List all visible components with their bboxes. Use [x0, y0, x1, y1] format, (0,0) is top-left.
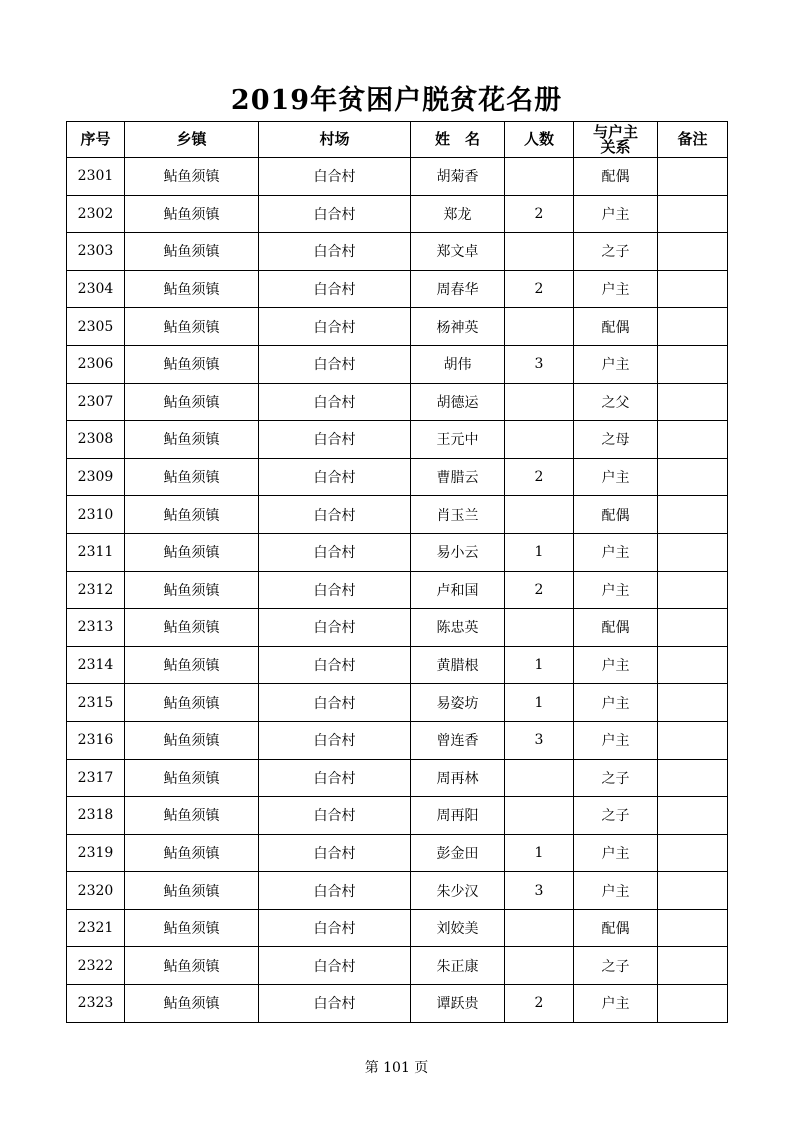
cell-seq: 2310 [67, 496, 125, 534]
cell-village: 白合村 [259, 759, 411, 797]
cell-name: 朱少汉 [411, 872, 505, 910]
table-row [67, 872, 728, 910]
table-row [67, 609, 728, 647]
cell-note [658, 759, 728, 797]
cell-note [658, 571, 728, 609]
cell-seq: 2320 [67, 872, 125, 910]
table-row [67, 158, 728, 196]
cell-village: 白合村 [259, 233, 411, 271]
cell-count: 1 [505, 533, 574, 571]
cell-note [658, 158, 728, 196]
header-relation-line1: 与户主 [592, 122, 638, 141]
cell-name: 曾连香 [411, 721, 505, 759]
table-row [67, 383, 728, 421]
cell-town: 鲇鱼须镇 [125, 383, 259, 421]
cell-relation: 之母 [574, 421, 658, 459]
table-row [67, 646, 728, 684]
header-seq: 序号 [67, 122, 125, 158]
cell-relation: 配偶 [574, 496, 658, 534]
roster-table [66, 121, 728, 1023]
cell-seq: 2304 [67, 270, 125, 308]
cell-relation: 户主 [574, 872, 658, 910]
cell-town: 鲇鱼须镇 [125, 270, 259, 308]
header-town: 乡镇 [125, 122, 259, 158]
cell-town: 鲇鱼须镇 [125, 947, 259, 985]
cell-seq: 2305 [67, 308, 125, 346]
cell-village: 白合村 [259, 609, 411, 647]
cell-name: 郑文卓 [411, 233, 505, 271]
table-row [67, 834, 728, 872]
cell-name: 曹腊云 [411, 458, 505, 496]
table-row [67, 985, 728, 1023]
header-name: 姓 名 [411, 122, 505, 158]
cell-name: 谭跃贵 [411, 985, 505, 1023]
cell-seq: 2311 [67, 533, 125, 571]
table-row [67, 496, 728, 534]
cell-count: 1 [505, 646, 574, 684]
cell-relation: 户主 [574, 195, 658, 233]
cell-village: 白合村 [259, 721, 411, 759]
table-row [67, 233, 728, 271]
cell-name: 卢和国 [411, 571, 505, 609]
cell-village: 白合村 [259, 872, 411, 910]
cell-note [658, 721, 728, 759]
table-row [67, 947, 728, 985]
cell-town: 鲇鱼须镇 [125, 233, 259, 271]
cell-seq: 2323 [67, 985, 125, 1023]
cell-village: 白合村 [259, 308, 411, 346]
cell-count [505, 233, 574, 271]
cell-relation: 户主 [574, 345, 658, 383]
cell-relation: 之子 [574, 797, 658, 835]
cell-town: 鲇鱼须镇 [125, 421, 259, 459]
cell-town: 鲇鱼须镇 [125, 533, 259, 571]
cell-count [505, 421, 574, 459]
cell-seq: 2301 [67, 158, 125, 196]
cell-count: 3 [505, 872, 574, 910]
table-row [67, 684, 728, 722]
header-relation-line2: 关系 [600, 137, 631, 156]
cell-village: 白合村 [259, 383, 411, 421]
cell-village: 白合村 [259, 533, 411, 571]
cell-seq: 2317 [67, 759, 125, 797]
cell-relation: 户主 [574, 270, 658, 308]
cell-name: 胡菊香 [411, 158, 505, 196]
cell-relation: 之父 [574, 383, 658, 421]
table-row [67, 909, 728, 947]
cell-seq: 2309 [67, 458, 125, 496]
cell-town: 鲇鱼须镇 [125, 496, 259, 534]
cell-village: 白合村 [259, 421, 411, 459]
cell-name: 周再林 [411, 759, 505, 797]
table-row [67, 759, 728, 797]
header-village: 村场 [259, 122, 411, 158]
table-row [67, 195, 728, 233]
table-row [67, 797, 728, 835]
cell-relation: 户主 [574, 571, 658, 609]
cell-name: 黄腊根 [411, 646, 505, 684]
table-row [67, 345, 728, 383]
cell-relation: 之子 [574, 233, 658, 271]
cell-relation: 配偶 [574, 609, 658, 647]
cell-town: 鲇鱼须镇 [125, 759, 259, 797]
header-relation [574, 122, 658, 158]
cell-note [658, 684, 728, 722]
cell-count: 2 [505, 270, 574, 308]
cell-town: 鲇鱼须镇 [125, 684, 259, 722]
cell-note [658, 421, 728, 459]
cell-village: 白合村 [259, 797, 411, 835]
table-row [67, 458, 728, 496]
cell-village: 白合村 [259, 985, 411, 1023]
cell-relation: 户主 [574, 834, 658, 872]
cell-count [505, 797, 574, 835]
cell-note [658, 533, 728, 571]
cell-count [505, 947, 574, 985]
cell-seq: 2303 [67, 233, 125, 271]
cell-relation: 户主 [574, 985, 658, 1023]
header-note: 备注 [658, 122, 728, 158]
table-row [67, 421, 728, 459]
cell-note [658, 458, 728, 496]
cell-town: 鲇鱼须镇 [125, 458, 259, 496]
header-row [67, 122, 728, 158]
cell-name: 易小云 [411, 533, 505, 571]
cell-village: 白合村 [259, 947, 411, 985]
cell-seq: 2308 [67, 421, 125, 459]
cell-count [505, 609, 574, 647]
table-row [67, 308, 728, 346]
cell-village: 白合村 [259, 571, 411, 609]
cell-seq: 2321 [67, 909, 125, 947]
cell-count [505, 496, 574, 534]
cell-town: 鲇鱼须镇 [125, 834, 259, 872]
cell-seq: 2318 [67, 797, 125, 835]
cell-count: 2 [505, 195, 574, 233]
cell-count: 2 [505, 985, 574, 1023]
cell-seq: 2313 [67, 609, 125, 647]
cell-note [658, 233, 728, 271]
cell-relation: 户主 [574, 646, 658, 684]
cell-name: 周再阳 [411, 797, 505, 835]
cell-seq: 2314 [67, 646, 125, 684]
cell-relation: 户主 [574, 458, 658, 496]
cell-note [658, 383, 728, 421]
cell-note [658, 496, 728, 534]
cell-count: 2 [505, 458, 574, 496]
header-count: 人数 [505, 122, 574, 158]
cell-name: 杨神英 [411, 308, 505, 346]
cell-note [658, 872, 728, 910]
cell-seq: 2302 [67, 195, 125, 233]
cell-town: 鲇鱼须镇 [125, 308, 259, 346]
cell-village: 白合村 [259, 195, 411, 233]
cell-village: 白合村 [259, 646, 411, 684]
cell-count: 2 [505, 571, 574, 609]
page-number: 第 101 页 [364, 1060, 429, 1076]
cell-name: 王元中 [411, 421, 505, 459]
cell-name: 周春华 [411, 270, 505, 308]
cell-note [658, 270, 728, 308]
cell-seq: 2307 [67, 383, 125, 421]
cell-town: 鲇鱼须镇 [125, 909, 259, 947]
cell-town: 鲇鱼须镇 [125, 985, 259, 1023]
cell-relation: 之子 [574, 947, 658, 985]
page-title: 2019年贫困户脱贫花名册 [230, 85, 563, 116]
cell-name: 易姿坊 [411, 684, 505, 722]
cell-note [658, 345, 728, 383]
cell-note [658, 609, 728, 647]
cell-name: 刘姣美 [411, 909, 505, 947]
table-row [67, 571, 728, 609]
cell-note [658, 909, 728, 947]
cell-seq: 2315 [67, 684, 125, 722]
cell-relation: 配偶 [574, 909, 658, 947]
cell-name: 彭金田 [411, 834, 505, 872]
cell-relation: 户主 [574, 533, 658, 571]
cell-note [658, 308, 728, 346]
cell-name: 肖玉兰 [411, 496, 505, 534]
cell-relation: 配偶 [574, 158, 658, 196]
cell-village: 白合村 [259, 345, 411, 383]
cell-relation: 配偶 [574, 308, 658, 346]
cell-count: 3 [505, 721, 574, 759]
cell-village: 白合村 [259, 834, 411, 872]
cell-town: 鲇鱼须镇 [125, 609, 259, 647]
cell-village: 白合村 [259, 458, 411, 496]
cell-count: 1 [505, 834, 574, 872]
cell-town: 鲇鱼须镇 [125, 345, 259, 383]
cell-count [505, 158, 574, 196]
cell-town: 鲇鱼须镇 [125, 195, 259, 233]
cell-note [658, 834, 728, 872]
cell-note [658, 797, 728, 835]
cell-relation: 户主 [574, 684, 658, 722]
cell-seq: 2316 [67, 721, 125, 759]
cell-name: 胡德运 [411, 383, 505, 421]
cell-count [505, 308, 574, 346]
cell-note [658, 646, 728, 684]
table-row [67, 721, 728, 759]
cell-seq: 2306 [67, 345, 125, 383]
cell-note [658, 947, 728, 985]
cell-relation: 户主 [574, 721, 658, 759]
cell-count: 1 [505, 684, 574, 722]
cell-note [658, 195, 728, 233]
cell-town: 鲇鱼须镇 [125, 646, 259, 684]
cell-count [505, 909, 574, 947]
cell-name: 郑龙 [411, 195, 505, 233]
cell-count: 3 [505, 345, 574, 383]
cell-seq: 2322 [67, 947, 125, 985]
cell-town: 鲇鱼须镇 [125, 797, 259, 835]
table-row [67, 270, 728, 308]
cell-seq: 2319 [67, 834, 125, 872]
cell-relation: 之子 [574, 759, 658, 797]
cell-town: 鲇鱼须镇 [125, 571, 259, 609]
cell-seq: 2312 [67, 571, 125, 609]
cell-village: 白合村 [259, 909, 411, 947]
cell-village: 白合村 [259, 684, 411, 722]
cell-town: 鲇鱼须镇 [125, 158, 259, 196]
cell-village: 白合村 [259, 158, 411, 196]
cell-town: 鲇鱼须镇 [125, 872, 259, 910]
cell-note [658, 985, 728, 1023]
cell-name: 朱正康 [411, 947, 505, 985]
cell-town: 鲇鱼须镇 [125, 721, 259, 759]
cell-name: 胡伟 [411, 345, 505, 383]
table-row [67, 533, 728, 571]
cell-village: 白合村 [259, 496, 411, 534]
cell-name: 陈忠英 [411, 609, 505, 647]
cell-village: 白合村 [259, 270, 411, 308]
cell-count [505, 383, 574, 421]
cell-count [505, 759, 574, 797]
